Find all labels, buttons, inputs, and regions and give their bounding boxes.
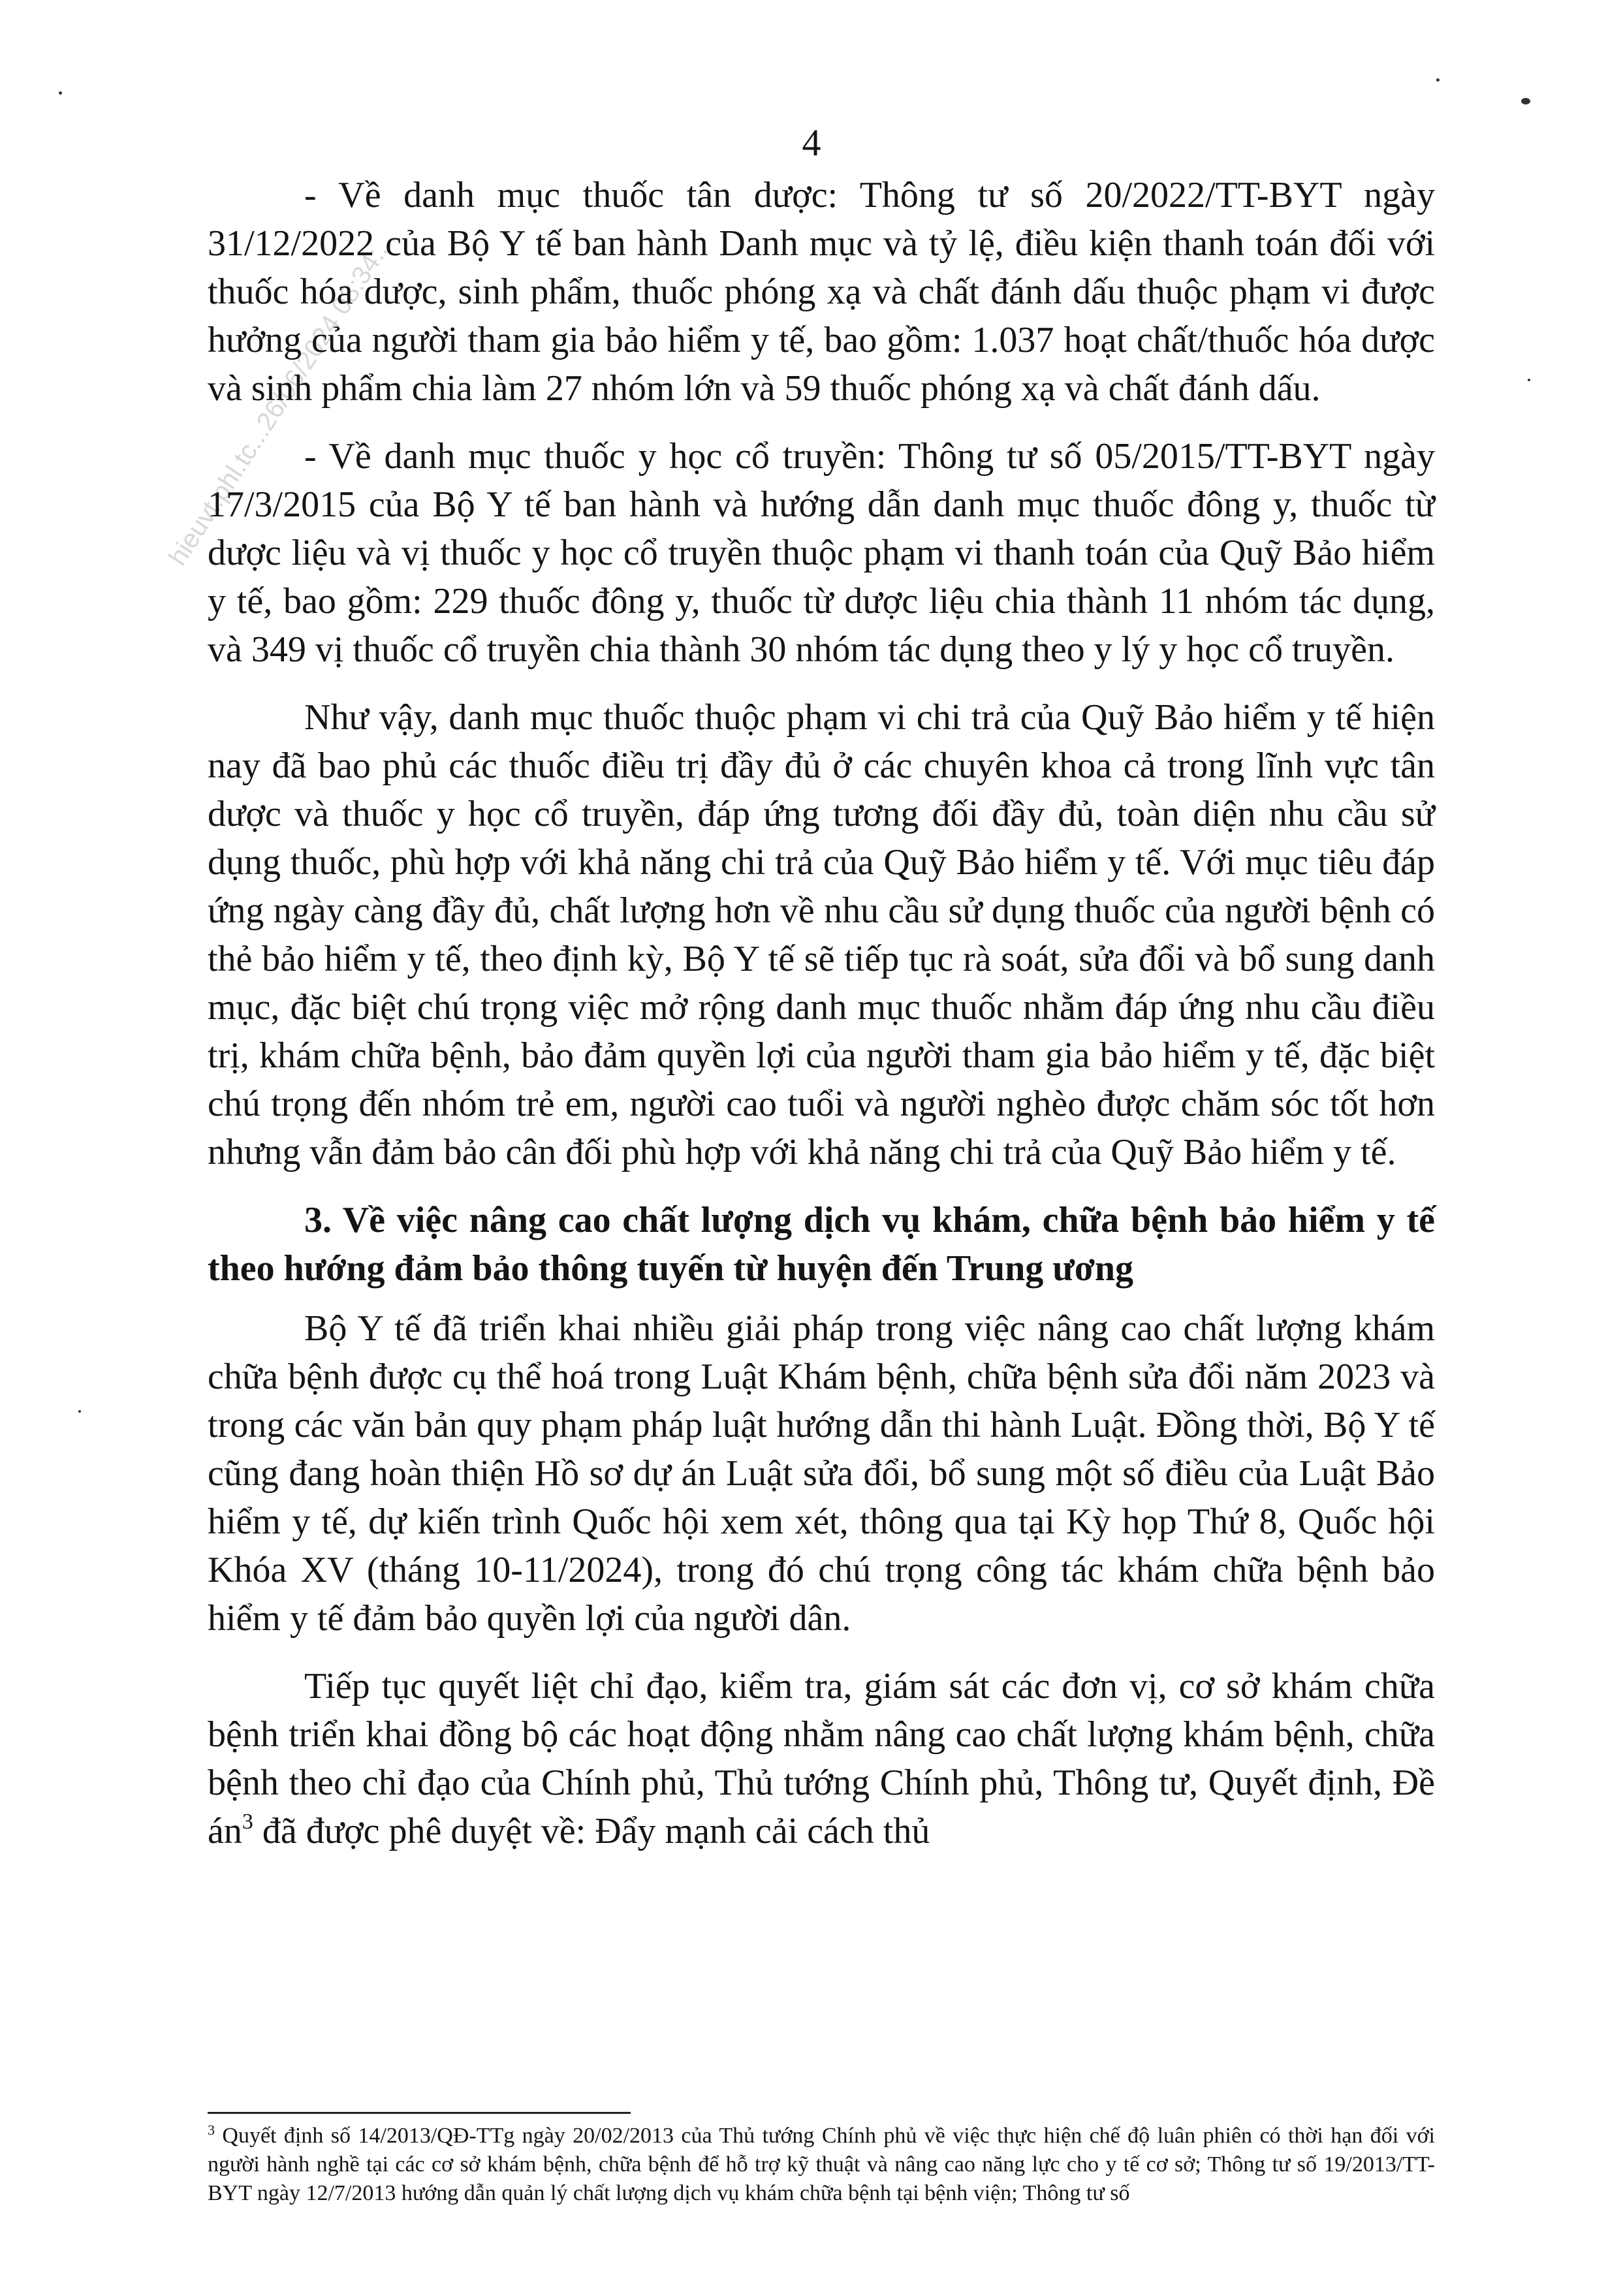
scan-speck	[78, 1410, 81, 1413]
paragraph-modern-drug-list: - Về danh mục thuốc tân dược: Thông tư số 20/2022/TT-BYT ngày 31/12/2022 của Bộ Y tế ban hành Danh mục và tỷ lệ, điều kiện thanh toán đối với thuốc hóa dược, sinh phẩm, thuốc phóng xạ và chất đánh dấu thuộc phạm vi được hưởng của người tham gia bảo hiểm y tế, bao gồm: 1.037 hoạt chất/thuốc hóa dược và sinh phẩm chia làm 27 nhóm lớn và 59 thuốc phóng xạ và chất đánh dấu.	[208, 175, 1435, 409]
paragraph-traditional-medicine-list: - Về danh mục thuốc y học cổ truyền: Thông tư số 05/2015/TT-BYT ngày 17/3/2015 của Bộ Y tế ban hành và hướng dẫn danh mục thuốc đông y, thuốc từ dược liệu và vị thuốc y học cổ truyền thuộc phạm vi thanh toán của Quỹ Bảo hiểm y tế, bao gồm: 229 thuốc đông y, thuốc từ dược liệu chia thành 11 nhóm tác dụng, và 349 vị thuốc cổ truyền chia thành 30 nhóm tác dụng theo y lý y học cổ truyền.	[208, 436, 1435, 670]
section-heading-3: 3. Về việc nâng cao chất lượng dịch vụ khám, chữa bệnh bảo hiểm y tế theo hướng đảm bảo thông tuyến từ huyện đến Trung ương	[208, 1200, 1435, 1289]
footnote-reference[interactable]: 3	[242, 1810, 253, 1834]
document-body	[208, 171, 1435, 1855]
scan-speck	[59, 91, 62, 95]
paragraph-text: Tiếp tục quyết liệt chỉ đạo, kiểm tra, giám sát các đơn vị, cơ sở khám chữa bệnh triển khai đồng bộ các hoạt động nhằm nâng cao chất lượng khám bệnh, chữa bệnh theo chỉ đạo của Chính phủ, Thủ tướng Chính phủ, Thông tư, Quyết định, Đề án	[208, 1666, 1435, 1851]
scan-speck	[1436, 78, 1440, 82]
watermark-stamp: hieuvt.phl.tc...26/06/2024 08:34:...	[163, 225, 402, 571]
scan-speck	[1521, 98, 1530, 104]
footnote-divider	[208, 2112, 631, 2114]
scan-speck	[1528, 379, 1530, 381]
footnote-marker: 3	[208, 2122, 215, 2138]
page-number: 4	[802, 121, 821, 164]
footnote-text: Quyết định số 14/2013/QĐ-TTg ngày 20/02/2013 của Thủ tướng Chính phủ về việc thực hiện chế độ luân phiên có thời hạn đối với người hành nghề tại các cơ sở khám bệnh, chữa bệnh để hỗ trợ kỹ thuật và nâng cao năng lực cho y tế cơ sở; Thông tư số 19/2013/TT-BYT ngày 12/7/2013 hướng dẫn quản lý chất lượng dịch vụ khám chữa bệnh tại bệnh viện; Thông tư số	[208, 2124, 1435, 2205]
paragraph-ministry-solutions: Bộ Y tế đã triển khai nhiều giải pháp trong việc nâng cao chất lượng khám chữa bệnh được cụ thể hoá trong Luật Khám bệnh, chữa bệnh sửa đổi năm 2023 và trong các văn bản quy phạm pháp luật hướng dẫn thi hành Luật. Đồng thời, Bộ Y tế cũng đang hoàn thiện Hồ sơ dự án Luật sửa đổi, bổ sung một số điều của Luật Bảo hiểm y tế, dự kiến trình Quốc hội xem xét, thông qua tại Kỳ họp Thứ 8, Quốc hội Khóa XV (tháng 10-11/2024), trong đó chú trọng công tác khám chữa bệnh bảo hiểm y tế đảm bảo quyền lợi của người dân.	[208, 1308, 1435, 1639]
paragraph-summary: Như vậy, danh mục thuốc thuộc phạm vi chi trả của Quỹ Bảo hiểm y tế hiện nay đã bao phủ các thuốc điều trị đầy đủ ở các chuyên khoa cả trong lĩnh vực tân dược và thuốc y học cổ truyền, đáp ứng tương đối đầy đủ, toàn diện nhu cầu sử dụng thuốc, phù hợp với khả năng chi trả của Quỹ Bảo hiểm y tế. Với mục tiêu đáp ứng ngày càng đầy đủ, chất lượng hơn về nhu cầu sử dụng thuốc của người bệnh có thẻ bảo hiểm y tế, theo định kỳ, Bộ Y tế sẽ tiếp tục rà soát, sửa đổi và bổ sung danh mục, đặc biệt chú trọng việc mở rộng danh mục thuốc nhằm đáp ứng nhu cầu điều trị, khám chữa bệnh, bảo đảm quyền lợi của người tham gia bảo hiểm y tế, đặc biệt chú trọng đến nhóm trẻ em, người cao tuổi và người nghèo được chăm sóc tốt hơn nhưng vẫn đảm bảo cân đối phù hợp với khả năng chi trả của Quỹ Bảo hiểm y tế.	[208, 697, 1435, 1172]
paragraph-continued-direction	[208, 1662, 1435, 1855]
paragraph-text-tail: đã được phê duyệt về: Đẩy mạnh cải cách thủ	[253, 1811, 930, 1851]
footnote	[208, 2122, 1435, 2208]
